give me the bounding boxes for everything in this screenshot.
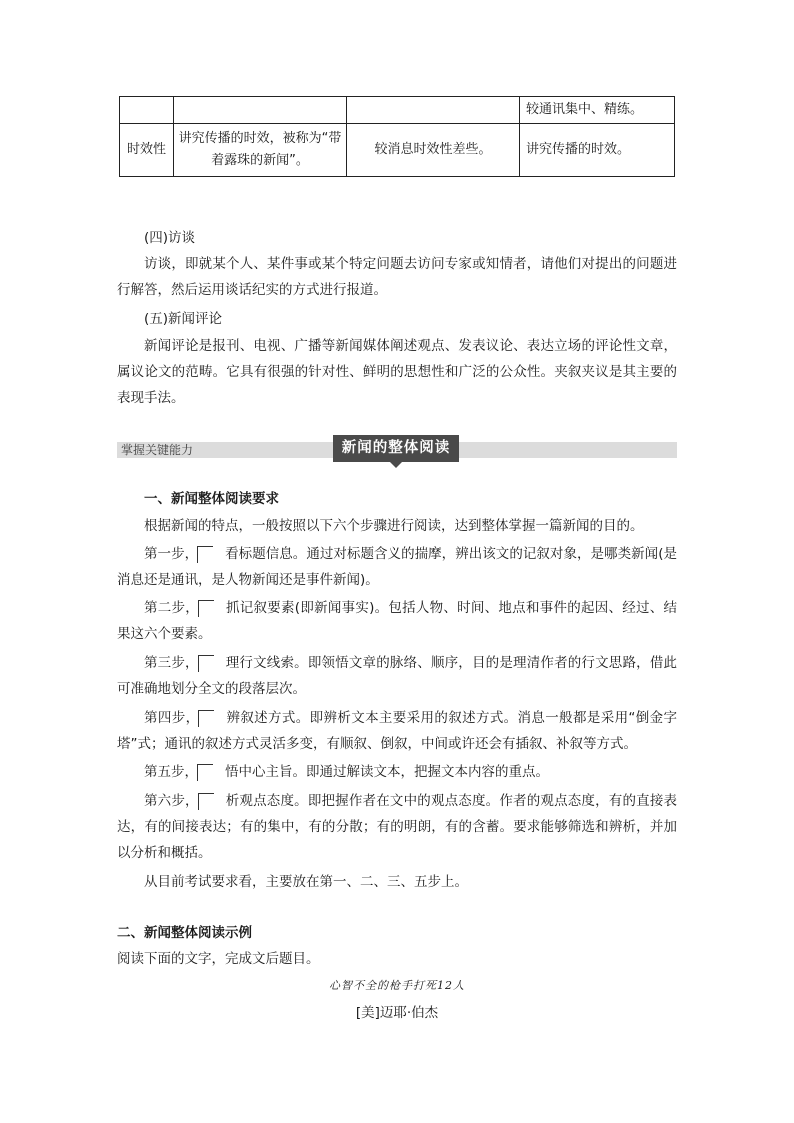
section-body-commentary: 新闻评论是报刊、电视、广播等新闻媒体阐述观点、发表议论、表达立场的评论性文章，属议论文的范畴。它具有很强的针对性、鲜明的思想性和广泛的公众性。夹叙夹议是其主要的表现手法。	[117, 338, 677, 406]
step-text: 观点态度。即把握作者在文中的观点态度。作者的观点态度，有的直接表达，有的间接表达；有的集中，有的分散；有的明朗，有的含蓄。要求能够筛选和辨析，并加以分析和概括。	[117, 793, 678, 861]
row-header-cell: 时效性	[120, 124, 174, 177]
step-verb: 析	[199, 788, 240, 814]
step-verb: 辨	[199, 705, 240, 731]
step-text: 中心主旨。即通过解读文本，把握文本内容的重点。	[238, 764, 549, 780]
step-verb: 看	[198, 541, 239, 567]
step-label: 第六步，	[144, 793, 199, 809]
step-text: 叙述方式。即辨析文本主要采用的叙述方式。消息一般都是采用“倒金字塔”式；通讯的叙述方式灵活多变，有顺叙、倒叙，中间或许还会有插叙、补叙等方式。	[117, 710, 678, 752]
banner-left-label: 掌握关键能力	[121, 443, 194, 457]
section-heading-commentary: (五)新闻评论	[144, 311, 223, 327]
table-cell	[120, 97, 174, 124]
step-paragraph	[117, 705, 677, 757]
article-title: 心智不全的枪手打死12人	[329, 979, 465, 992]
table-cell	[347, 97, 520, 124]
article-author: [美]迈耶·伯杰	[355, 1005, 439, 1021]
step-text: 行文线索。即领悟文章的脉络、顺序，目的是理清作者的行文思路，借此可准确地划分全文的段落层次。	[117, 655, 678, 697]
step-label: 第二步，	[144, 600, 200, 616]
table-row	[120, 97, 675, 124]
step-verb: 理	[199, 650, 240, 676]
comparison-table	[119, 96, 675, 177]
step-paragraph	[117, 595, 677, 647]
step-label: 第三步，	[144, 655, 199, 671]
part1-intro: 根据新闻的特点，一般按照以下六个步骤进行阅读，达到整体掌握一篇新闻的目的。	[144, 518, 644, 534]
part2-heading: 二、新闻整体阅读示例	[117, 925, 252, 941]
banner-title: 新闻的整体阅读	[333, 435, 459, 462]
part2-instruction: 阅读下面的文字，完成文后题目。	[117, 951, 320, 967]
step-paragraph	[117, 788, 677, 866]
step-verb: 悟	[198, 759, 239, 785]
section-heading-interview: (四)访谈	[144, 230, 196, 246]
step-label: 第四步，	[144, 710, 200, 726]
part1-conclusion: 从目前考试要求看，主要放在第一、二、三、五步上。	[144, 874, 468, 890]
table-cell: 较消息时效性差些。	[347, 124, 520, 177]
table-cell	[174, 97, 347, 124]
table-row	[120, 124, 675, 177]
step-label: 第五步，	[144, 764, 198, 780]
table-cell: 讲究传播的时效，被称为“带着露珠的新闻”。	[174, 124, 347, 177]
part1-heading: 一、新闻整体阅读要求	[144, 491, 279, 507]
step-paragraph	[117, 759, 677, 785]
step-paragraph	[117, 650, 677, 702]
step-text: 记叙要素(即新闻事实)。包括人物、时间、地点和事件的起因、经过、结果这六个要素。	[117, 600, 677, 642]
step-paragraph	[117, 541, 677, 593]
banner-notch-icon	[390, 462, 402, 468]
table-cell: 讲究传播的时效。	[520, 124, 675, 177]
step-text: 标题信息。通过对标题含义的揣摩，辨出该文的记叙对象，是哪类新闻(是消息还是通讯，是人物新闻还是事件新闻)。	[117, 546, 677, 588]
step-label: 第一步，	[144, 546, 199, 562]
table-cell: 较通讯集中、精练。	[520, 97, 675, 124]
section-body-interview: 访谈，即就某个人、某件事或某个特定问题去访问专家或知情者，请他们对提出的问题进行解答，然后运用谈话纪实的方式进行报道。	[117, 256, 677, 298]
section-banner	[117, 442, 677, 458]
step-verb: 抓	[199, 595, 240, 621]
